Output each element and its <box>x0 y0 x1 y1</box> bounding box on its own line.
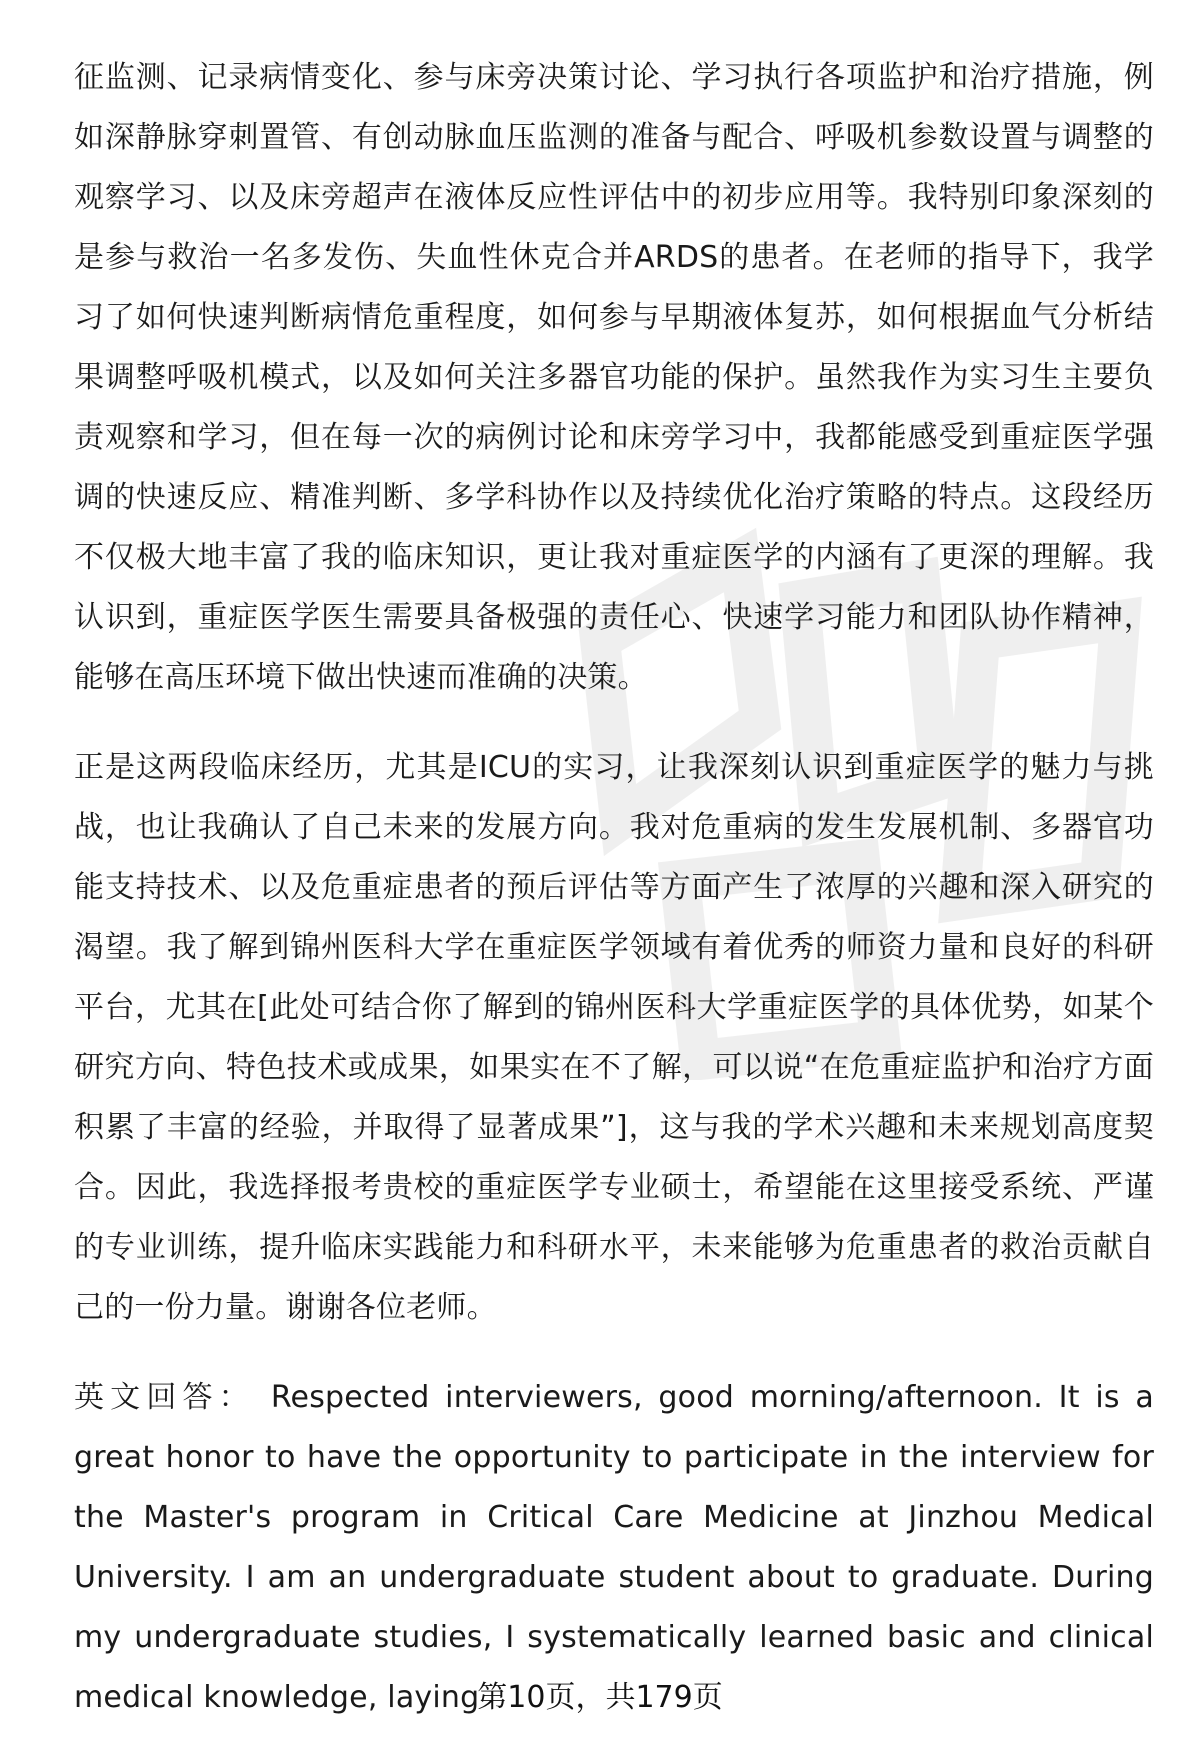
english-answer-text: Respected interviewers, good morning/afternoon. It is a great honor to have the opportunity to participate in the interview for the Master's program in Critical Care Medicine at Jinzhou Medical University. I am an undergraduate student about to graduate. During my undergraduate studies, I systematically learned basic and clinical medical knowledge, laying <box>74 1380 1155 1715</box>
paragraph-motivation: 正是这两段临床经历，尤其是ICU的实习，让我深刻认识到重症医学的魅力与挑战，也让我确认了自己未来的发展方向。我对危重病的发生发展机制、多器官功能支持技术、以及危重症患者的预后评估等方面产生了浓厚的兴趣和深入研究的渴望。我了解到锦州医科大学在重症医学领域有着优秀的师资力量和良好的科研平台，尤其在[此处可结合你了解到的锦州医科大学重症医学的具体优势，如某个研究方向、特色技术或成果，如果实在不了解，可以说“在危重症监护和治疗方面积累了丰富的经验，并取得了显著成果”]，这与我的学术兴趣和未来规划高度契合。因此，我选择报考贵校的重症医学专业硕士，希望能在这里接受系统、严谨的专业训练，提升临床实践能力和科研水平，未来能够为危重患者的救治贡献自己的一份力量。谢谢各位老师。 <box>74 750 1154 1325</box>
paragraph-icu-experience: 征监测、记录病情变化、参与床旁决策讨论、学习执行各项监护和治疗措施，例如深静脉穿刺置管、有创动脉血压监测的准备与配合、呼吸机参数设置与调整的观察学习、以及床旁超声在液体反应性评估中的初步应用等。我特别印象深刻的是参与救治一名多发伤、失血性休克合并ARDS的患者。在老师的指导下，我学习了如何快速判断病情危重程度，如何参与早期液体复苏，如何根据血气分析结果调整呼吸机模式，以及如何关注多器官功能的保护。虽然我作为实习生主要负责观察和学习，但在每一次的病例讨论和床旁学习中，我都能感受到重症医学强调的快速反应、精准判断、多学科协作以及持续优化治疗策略的特点。这段经历不仅极大地丰富了我的临床知识，更让我对重症医学的内涵有了更深的理解。我认识到，重症医学医生需要具备极强的责任心、快速学习能力和团队协作精神，能够在高压环境下做出快速而准确的决策。 <box>74 60 1154 695</box>
page-number: 第10页，共179页 <box>477 1680 723 1715</box>
document-body <box>74 48 1154 1728</box>
english-answer-label: 英文回答： <box>74 1380 255 1415</box>
